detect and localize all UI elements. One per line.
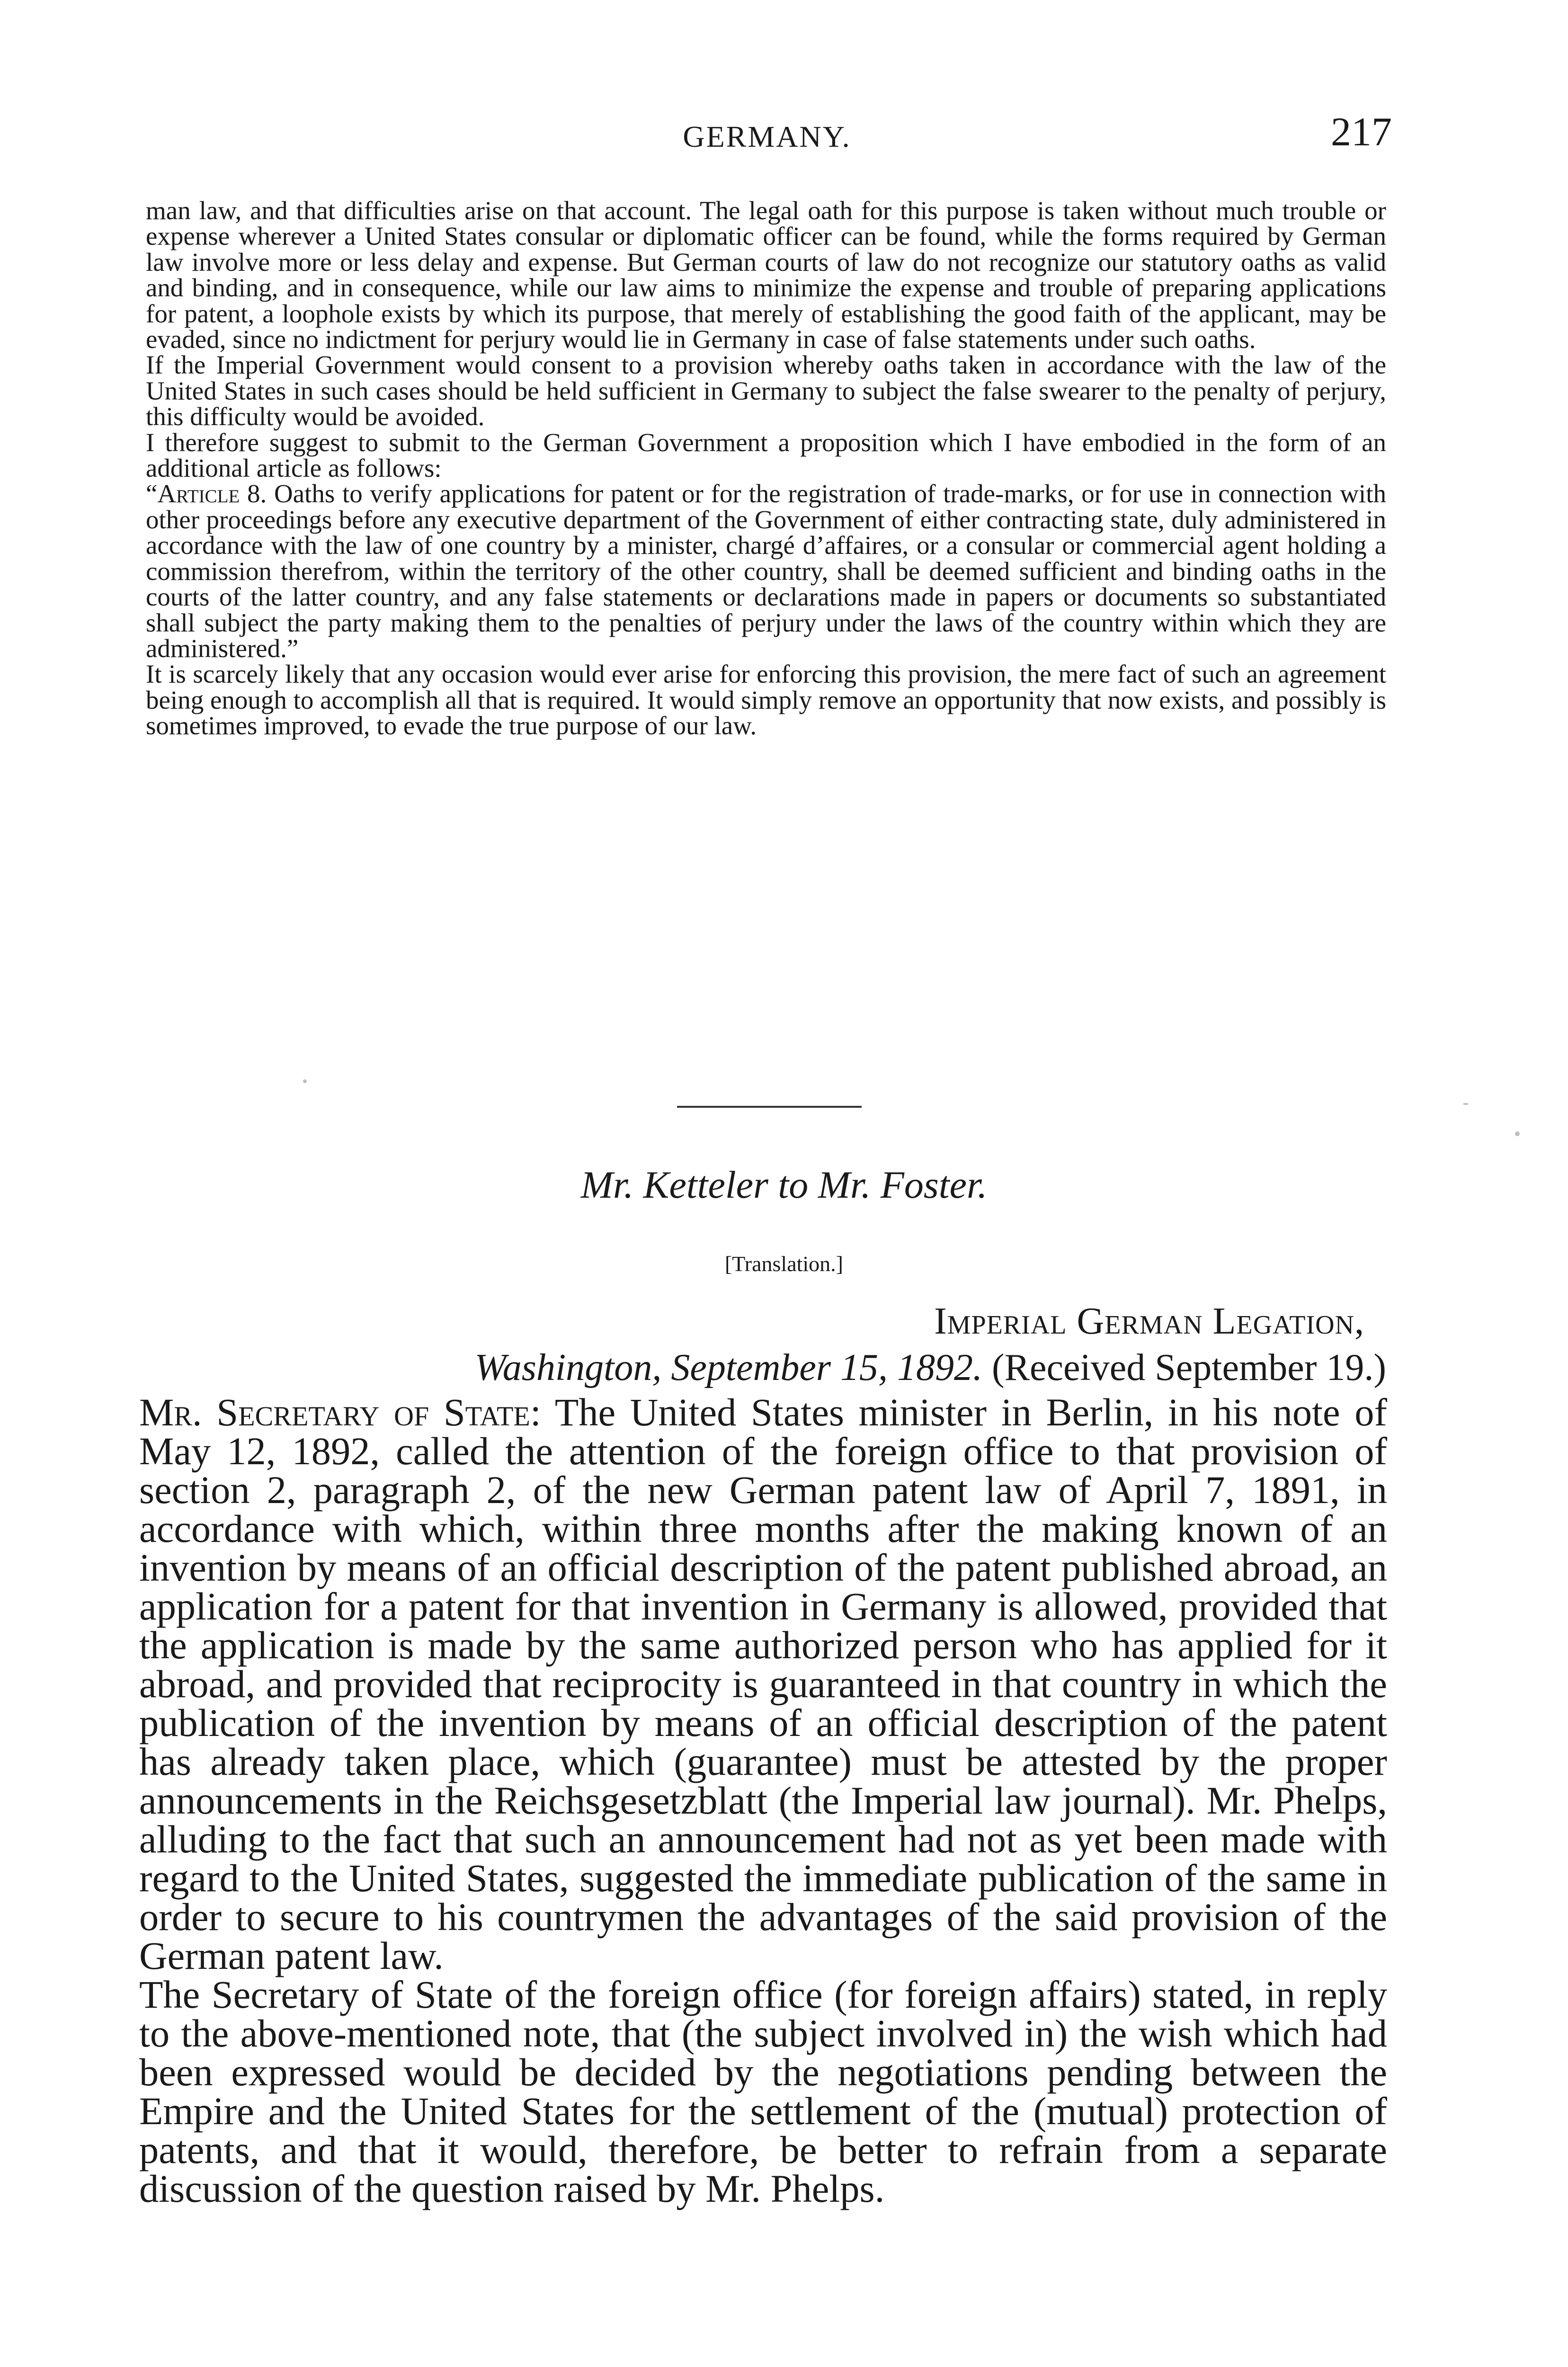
paragraph-oath-difficulty: man law, and that difficulties arise on that account. The legal oath for this purpose is taken without much trouble or expense wherever a United States consular or diplomatic officer can be found, while the forms required by German law involve more or less delay and expense. But German courts of law do not recognize our statutory oaths as valid and binding, and in consequence, while our law aims to minimize the expense and trouble of preparing applications for patent, a loophole exists by which its purpose, that merely of establishing the good faith of the applicant, may be evaded, since no indictment for perjury would lie in Germany in case of false statements under such oaths. [146, 196, 1386, 354]
running-head: GERMANY. [683, 120, 851, 153]
letter-paragraph-1-text: The United States minister in Berlin, in his note of May 12, 1892, called the attention of the foreign office to that provision of section 2, paragraph 2, of the new German patent law of April 7, 1891, in accordance with which, within three months after the making known of an invention by means of an official description of the patent published abroad, an application for a patent for that invention in Germany is allowed, provided that the application is made by the same authorized person who has applied for it abroad, and provided that reciprocity is guaranteed in that country in which the publication of the invention by means of an official description of the patent has already taken place, which (guarantee) must be attested by the proper announcements in the Reichsgesetzblatt (the Imperial law journal). Mr. Phelps, alluding to the fact that such an announcement had not as yet been made with regard to the United States, suggested the immediate publication of the same in order to secure to his countrymen the advantages of the said provision of the German patent law. [139, 1390, 1387, 1977]
scan-speck [303, 1079, 307, 1083]
section-divider [677, 1106, 862, 1108]
place-date: Washington, September 15, 1892. [474, 1347, 982, 1388]
received-note: (Received September 19.) [991, 1347, 1386, 1388]
scan-speck [1463, 1103, 1469, 1105]
article-8 [146, 481, 1386, 661]
paragraph-closing: It is scarcely likely that any occasion would ever arise for enforcing this provision, the mere fact of such an agreement being enough to accomplish all that is required. It would simply remove an opportunity that now exists, and possibly is sometimes improved, to evade the true purpose of our law. [146, 659, 1386, 740]
paragraph-imperial-consent: If the Imperial Government would consent to a provision whereby oaths taken in accordance with the law of the United States in such cases should be held sufficient in Germany to subject the false swearer to the penalty of perjury, this difficulty would be avoided. [146, 350, 1386, 431]
letter-heading: Mr. Ketteler to Mr. Foster. [580, 1163, 988, 1206]
letter-body [139, 1390, 1387, 2210]
scan-speck [1515, 1131, 1520, 1136]
dateline [474, 1346, 1386, 1389]
legation-line: Imperial German Legation, [934, 1300, 1364, 1342]
preceding-letter-text [146, 198, 1386, 739]
article-label: “Article 8. [146, 479, 267, 508]
letter-paragraph-1 [139, 1390, 1387, 1977]
letter-paragraph-2: The Secretary of State of the foreign office (for foreign affairs) stated, in reply to the above-mentioned note, that (the subject involved in) the wish which had been expressed would be decided by the negotiations pending between the Empire and the United States for the settlement of the (mutual) protection of patents, and that it would, therefore, be better to refrain from a separate discussion of the question raised by Mr. Phelps. [139, 1973, 1387, 2210]
page-number: 217 [1331, 109, 1392, 154]
paragraph-proposition: I therefore suggest to submit to the German Government a proposition which I have embodied in the form of an additional article as follows: [146, 427, 1386, 483]
page-header [142, 108, 1392, 165]
salutation: Mr. Secretary of State: [139, 1390, 541, 1434]
translation-note: [Translation.] [724, 1252, 843, 1276]
article-text: Oaths to verify applications for patent or for the registration of trade-marks, or for use in connection with other proceedings before any executive department of the Government of either contracting state, duly administered in accordance with the law of one country by a minister, chargé d’affaires, or a consular or commercial agent holding a commission therefrom, within the territory of the other country, shall be deemed sufficient and binding oaths in the courts of the latter country, and any false statements or declarations made in papers or documents so substantiated shall subject the party making them to the penalties of perjury under the laws of the country within which they are administered.” [146, 479, 1386, 663]
